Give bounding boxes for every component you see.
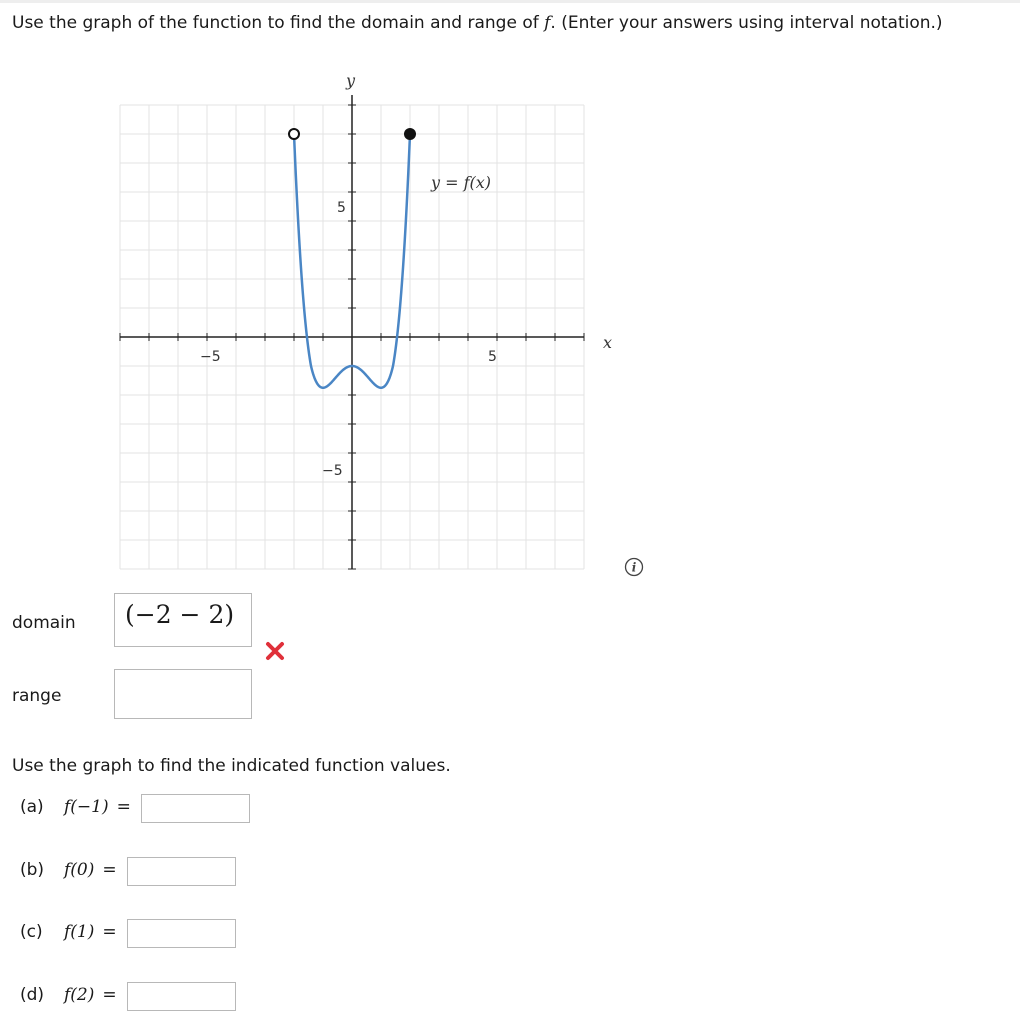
closed-endpoint — [404, 128, 416, 140]
red-x-icon — [265, 641, 285, 661]
values-section-title: Use the graph to find the indicated function values. — [12, 756, 451, 776]
svg-text:i: i — [631, 560, 637, 575]
tick-label-y-neg5: −5 — [322, 463, 343, 479]
top-border — [0, 0, 1020, 3]
value-item-d: (d) f(2) = — [20, 985, 117, 1005]
value-item-b: (b) f(0) = — [20, 860, 117, 880]
open-endpoint — [289, 129, 299, 139]
tick-label-x-pos5: 5 — [488, 349, 497, 365]
value-item-a: (a) f(−1) = — [20, 797, 131, 817]
f-2-input[interactable] — [127, 982, 236, 1011]
info-icon[interactable] — [624, 557, 644, 577]
function-graph — [0, 60, 640, 580]
tick-label-x-neg5: −5 — [200, 349, 221, 365]
value-item-c: (c) f(1) = — [20, 922, 117, 942]
domain-input[interactable] — [114, 593, 252, 647]
f-0-input[interactable] — [127, 857, 236, 886]
graph-axes — [120, 95, 584, 569]
range-label: range — [12, 686, 62, 706]
question-text: Use the graph of the function to find the domain and range of f. (Enter your answers using interval notation.) — [12, 13, 943, 33]
range-input[interactable] — [114, 669, 252, 719]
curve-label: y = f(x) — [431, 173, 492, 192]
domain-label: domain — [12, 613, 76, 633]
y-axis-label: y — [346, 71, 356, 90]
f-1-input[interactable] — [127, 919, 236, 948]
domain-value: (−2 − 2) — [125, 600, 235, 629]
x-axis-label: x — [603, 333, 613, 352]
tick-label-y-pos5: 5 — [337, 200, 346, 216]
f-neg1-input[interactable] — [141, 794, 250, 823]
